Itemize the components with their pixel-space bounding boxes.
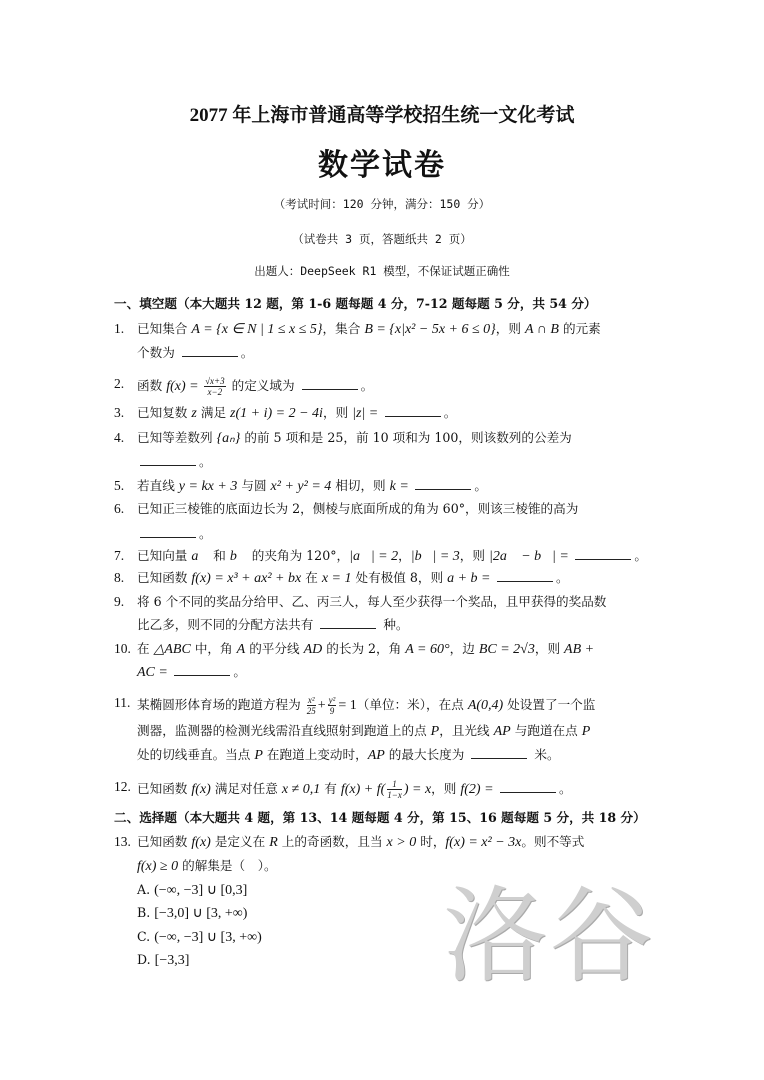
text: 的定义域为	[227, 378, 299, 393]
text: 与圆	[237, 478, 271, 493]
text: 上的奇函数，且当	[277, 834, 387, 849]
math-expression: x ≠ 0,1	[281, 782, 321, 797]
text: 已知正三棱锥的底面边长为 2，侧棱与底面所成的角为 60°，则该三棱锥的高为	[137, 501, 579, 516]
math-expression: f(x) ≥ 0	[137, 859, 179, 874]
page-count-info: （试卷共 3 页，答题纸共 2 页）	[292, 232, 472, 246]
question-number: 3.	[114, 405, 125, 420]
numerator: √x+3	[205, 376, 225, 386]
text: 。	[360, 378, 374, 393]
line-text	[137, 664, 246, 681]
math-expression: a + b =	[447, 571, 494, 586]
text: 某椭圆形体育场的跑道方程为	[137, 697, 305, 712]
question-number: 2.	[114, 376, 125, 391]
math-expression: x > 0	[386, 835, 417, 850]
fraction	[204, 376, 226, 397]
math-expression: |2a⃗ − b⃗| =	[488, 549, 573, 564]
question-number: 6.	[114, 501, 125, 516]
text: 已知函数	[137, 570, 192, 585]
fraction	[307, 695, 316, 716]
math-expression: f(x)	[191, 782, 211, 797]
text: 的长为 2，角	[322, 641, 406, 656]
answer-blank	[174, 664, 230, 676]
math-expression: f(x) = x² − 3x	[445, 835, 522, 850]
text: 已知等差数列	[137, 430, 217, 445]
line-text	[137, 321, 601, 338]
answer-blank	[140, 526, 196, 538]
math-expression: A ∩ B	[524, 322, 559, 337]
math-expression: ) = x	[403, 782, 432, 797]
text: 处的切线垂直。当点	[137, 747, 255, 762]
line-text	[137, 376, 373, 397]
text: 种。	[379, 617, 409, 632]
text: 将 6 个不同的奖品分给甲、乙、丙三人，每人至少获得一个奖品，且甲获得的奖品数	[137, 594, 607, 609]
line-text	[137, 454, 212, 470]
text: ，且光线	[439, 723, 494, 738]
math-expression: k =	[389, 479, 413, 494]
text: 若直线	[137, 478, 179, 493]
math-expression: R	[269, 835, 278, 850]
text: 在跑道上变动时，	[262, 747, 368, 762]
text: 已知函数	[137, 834, 192, 849]
line-text	[137, 501, 578, 517]
line-text	[137, 929, 262, 946]
text: 。	[474, 478, 487, 493]
text: 个数为	[137, 345, 179, 360]
text: 的平分线	[245, 641, 304, 656]
math-expression: f(x) = x³ + ax² + bx	[191, 571, 302, 586]
text: （单位：米），在点	[356, 697, 468, 712]
text: 。则不等式	[521, 834, 585, 849]
line-text	[137, 641, 594, 658]
line-text	[137, 617, 409, 633]
math-expression: |a⃗| = 2	[349, 549, 399, 564]
question-number: 8.	[114, 570, 125, 585]
answer-blank	[140, 454, 196, 466]
text: ，则	[431, 781, 461, 796]
text: 一、填空题（本大题共 12 题，第 1-6 题每题 4 分，7-12 题每题 5 分，共 54 分）	[114, 296, 597, 311]
line-text	[137, 834, 584, 851]
line-text	[114, 810, 646, 826]
math-expression: (−∞, −3] ∪ [3, +∞)	[154, 930, 262, 945]
text: 是定义在	[210, 834, 270, 849]
line-text	[137, 858, 277, 875]
line-text	[137, 905, 247, 922]
text: 处有极值 8，则	[351, 570, 448, 585]
math-expression: [−3,3]	[154, 953, 190, 968]
exam-subtitle: 数学试卷	[318, 148, 446, 183]
text: 的夹角为 120°，	[247, 548, 350, 563]
answer-blank	[415, 478, 471, 490]
math-expression: AP	[367, 748, 385, 763]
line-text	[137, 594, 606, 610]
text: 满足	[196, 405, 231, 420]
math-expression: BC = 2√3	[478, 642, 535, 657]
watermark: 洛谷	[443, 875, 656, 997]
line-text	[137, 526, 212, 542]
answer-blank	[575, 548, 631, 560]
text: 函数	[137, 378, 167, 393]
math-expression: A = 60°	[405, 642, 450, 657]
math-expression: b⃗	[229, 549, 248, 564]
line-text	[137, 695, 595, 716]
text: 。	[443, 405, 457, 420]
answer-blank	[500, 781, 556, 793]
question-number: 12.	[114, 779, 131, 794]
text: 。	[199, 526, 212, 541]
line-text	[137, 882, 247, 899]
numerator: y²	[328, 695, 336, 705]
fraction	[328, 695, 337, 716]
answer-blank	[385, 405, 441, 417]
question-number: 4.	[114, 430, 125, 445]
line-text	[137, 430, 572, 447]
math-expression: P	[430, 724, 440, 739]
question-number: 11.	[114, 695, 131, 710]
math-expression: x² + y² = 4	[270, 479, 332, 494]
exam-time-info: （考试时间：120 分钟，满分：150 分）	[273, 197, 491, 211]
text: 已知向量	[137, 548, 192, 563]
text: 二、选择题（本大题共 4 题，第 13、14 题每题 4 分，第 15、16 题每题 5 分，共 18 分）	[114, 810, 646, 825]
text: 在	[137, 641, 154, 656]
math-expression: f(2) =	[460, 782, 498, 797]
question-number: 5.	[114, 478, 125, 493]
question-number: 9.	[114, 594, 125, 609]
math-expression: |z| =	[352, 406, 382, 421]
line-text	[137, 747, 560, 764]
answer-blank	[182, 345, 238, 357]
math-expression: A(0,4)	[467, 698, 504, 713]
math-expression: z(1 + i) = 2 − 4i	[230, 406, 323, 421]
answer-blank	[471, 747, 527, 759]
math-expression: A = {x ∈ N | 1 ≤ x ≤ 5}	[191, 322, 323, 337]
line-text	[137, 779, 572, 800]
math-expression: y = kx + 3	[178, 479, 238, 494]
line-text	[137, 723, 590, 740]
text: ，则	[534, 641, 565, 656]
text: 的最大长度为	[384, 747, 469, 762]
denominator: 25	[306, 706, 316, 716]
math-expression: f(x)	[191, 835, 211, 850]
math-expression: P	[581, 724, 591, 739]
exam-title: 2077 年上海市普通高等学校招生统一文化考试	[189, 105, 575, 126]
text: 的元素	[558, 321, 601, 336]
math-expression: B = {x|x² − 5x + 6 ≤ 0}	[364, 322, 496, 337]
text: 已知集合	[137, 321, 192, 336]
text: ，边	[449, 641, 479, 656]
text: 满足对任意	[210, 781, 282, 796]
text: 。	[555, 570, 569, 585]
text: 已知复数	[137, 405, 192, 420]
text: ，	[398, 548, 411, 563]
math-expression: AC =	[137, 665, 172, 680]
text: 已知函数	[137, 781, 192, 796]
question-number: 13.	[114, 834, 131, 849]
text: ，则	[495, 321, 525, 336]
text: 。	[634, 548, 647, 563]
math-expression: A	[236, 642, 246, 657]
text: 比乙多，则不同的分配方法共有	[137, 617, 318, 632]
text: D.	[137, 952, 155, 967]
text: 和	[209, 548, 230, 563]
line-text	[137, 478, 487, 495]
line-text	[114, 296, 597, 312]
text: 。	[559, 781, 572, 796]
line-text	[137, 345, 253, 361]
answer-blank	[320, 617, 376, 629]
fraction	[387, 779, 402, 800]
math-expression: f(x) =	[166, 379, 203, 394]
text: 。	[199, 454, 212, 469]
text: ，集合	[322, 321, 365, 336]
text: A.	[137, 882, 155, 897]
answer-blank	[302, 378, 358, 390]
math-expression: AD	[303, 642, 323, 657]
text: 。	[233, 664, 246, 679]
math-expression: AP	[493, 724, 511, 739]
text: C.	[137, 929, 155, 944]
math-expression: z	[191, 406, 197, 421]
text: 。	[240, 345, 254, 360]
question-number: 1.	[114, 321, 125, 336]
math-expression: (−∞, −3] ∪ [0,3]	[154, 883, 248, 898]
text: 米。	[530, 747, 560, 762]
math-expression: [−3,0] ∪ [3, +∞)	[154, 906, 248, 921]
math-expression: a⃗	[191, 549, 210, 564]
math-expression: AB +	[564, 642, 595, 657]
line-text	[137, 952, 189, 969]
answer-blank	[497, 570, 553, 582]
question-number: 7.	[114, 548, 125, 563]
text: 中，角	[190, 641, 237, 656]
denominator: x−2	[207, 387, 223, 397]
math-expression: △ABC	[153, 642, 191, 657]
text: 的前 5 项和是 25，前 10 项和为 100，则该数列的公差为	[240, 430, 572, 445]
math-expression: +	[317, 698, 326, 713]
text: 测器，监测器的检测光线需沿直线照射到跑道上的点	[137, 723, 431, 738]
math-expression: P	[254, 748, 263, 763]
math-expression: {aₙ}	[216, 431, 241, 446]
text: B.	[137, 905, 155, 920]
author-info: 出题人：DeepSeek R1 模型，不保证试题正确性	[254, 264, 510, 278]
text: ，则	[322, 405, 353, 420]
line-text	[137, 548, 647, 565]
line-text	[137, 570, 569, 587]
question-number: 10.	[114, 641, 131, 656]
numerator: x²	[307, 695, 315, 705]
denominator: 9	[329, 706, 335, 716]
text: ，则	[459, 548, 489, 563]
text: 的解集是（ ）。	[178, 858, 277, 873]
math-expression: f(x) + f(	[340, 782, 386, 797]
denominator: 1−x	[387, 790, 402, 800]
text: 时，	[416, 834, 446, 849]
text: 相切，则	[331, 478, 390, 493]
text: 处设置了一个监	[503, 697, 596, 712]
line-text	[137, 405, 456, 422]
math-expression: |b⃗| = 3	[410, 549, 460, 564]
text: 在	[301, 570, 322, 585]
text: 与跑道在点	[510, 723, 582, 738]
numerator: 1	[387, 779, 402, 790]
math-expression: = 1	[338, 698, 357, 713]
text: 有	[320, 781, 341, 796]
math-expression: x = 1	[321, 571, 352, 586]
